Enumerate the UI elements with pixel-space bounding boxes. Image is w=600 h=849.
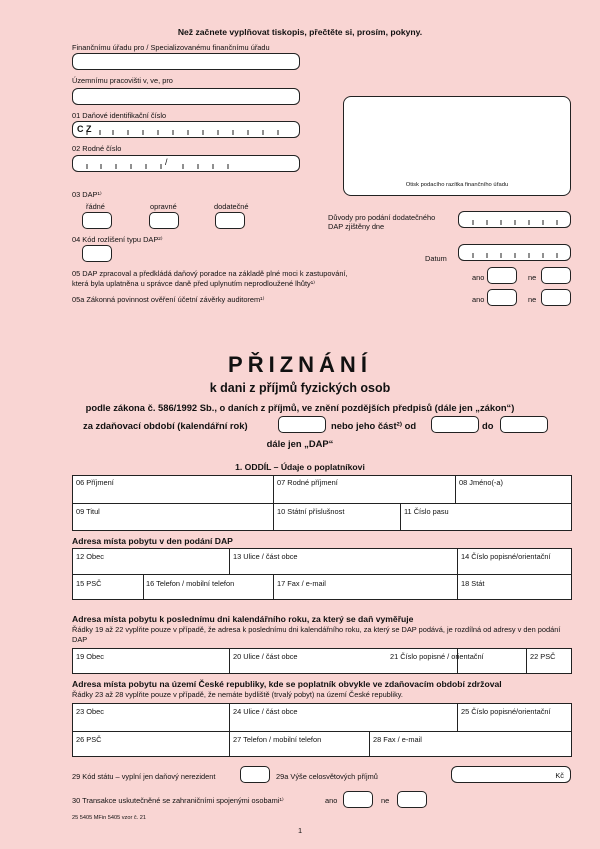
audit-ano-label: ano (472, 295, 485, 304)
addr3-grid (72, 703, 572, 757)
field-10[interactable]: 10 Státní příslušnost (277, 507, 345, 516)
addr1-grid (72, 548, 572, 600)
section1-grid (72, 475, 572, 531)
advisor-line1: 05 DAP zpracoval a předkládá daňový poradce na základě plné moci k zastupování, (72, 269, 348, 278)
field-30-ano-label: ano (325, 796, 338, 805)
datum-label: Datum (425, 254, 447, 263)
field-18[interactable]: 18 Stát (461, 579, 485, 588)
dap-radne-label: řádné (86, 202, 105, 211)
audit-ne-box[interactable] (541, 289, 571, 306)
dap-dodatecne-box[interactable] (215, 212, 245, 229)
reasons-label-2: DAP zjištěny dne (328, 222, 385, 231)
form-subtitle: k dani z příjmů fyzických osob (209, 381, 391, 395)
addr2-heading: Adresa místa pobytu k poslednímu dni kalendářního roku, za který se daň vyměřuje (72, 614, 414, 624)
field-22[interactable]: 22 PSČ (530, 652, 556, 661)
audit-label: 05a Zákonná povinnost ověření účetní závěrky auditorem¹⁾ (72, 295, 265, 304)
office-label: Finančnímu úřadu pro / Specializovanému finančnímu úřadu (72, 43, 270, 52)
period-year-box[interactable] (278, 416, 326, 433)
advisor-ne-label: ne (528, 273, 537, 282)
territorial-label: Územnímu pracovišti v, ve, pro (72, 76, 173, 85)
advisor-ano-label: ano (472, 273, 485, 282)
kc-label: Kč (555, 771, 564, 780)
period-text-b: nebo jeho část²⁾ od (331, 420, 417, 431)
dic-input[interactable] (72, 121, 300, 138)
period-from-box[interactable] (431, 416, 479, 433)
reasons-label-1: Důvody pro podání dodatečného (328, 213, 436, 222)
dap-opravne-box[interactable] (149, 212, 179, 229)
rc-slash: / (165, 157, 168, 167)
field-09[interactable]: 09 Titul (76, 507, 100, 516)
field-29a-input[interactable] (451, 766, 571, 783)
field-30-ano-box[interactable] (343, 791, 373, 808)
field-21[interactable]: 21 Číslo popisné / orientační (390, 652, 484, 661)
field-20[interactable]: 20 Ulice / část obce (233, 652, 298, 661)
stamp-label: Otisk podacího razítka finančního úřadu (405, 182, 509, 188)
field-29-label: 29 Kód státu – vyplní jen daňový nerezident (72, 772, 216, 781)
page-number: 1 (297, 826, 303, 835)
field-17[interactable]: 17 Fax / e-mail (277, 579, 326, 588)
field-07[interactable]: 07 Rodné příjmení (277, 478, 338, 487)
addr3-heading: Adresa místa pobytu na území České republiky, kde se poplatník obvykle ve zdaňovacím období zdržoval (72, 679, 502, 689)
audit-ano-box[interactable] (487, 289, 517, 306)
rc-label: 02 Rodné číslo (72, 144, 122, 153)
dap-dodatecne-label: dodatečné (214, 202, 249, 211)
field-12[interactable]: 12 Obec (76, 552, 104, 561)
field-15[interactable]: 15 PSČ (76, 579, 102, 588)
period-text-d: dále jen „DAP“ (266, 438, 334, 449)
field-14[interactable]: 14 Číslo popisné/orientační (461, 552, 551, 561)
dic-prefix: C Z (77, 124, 92, 134)
dap-opravne-label: opravné (150, 202, 177, 211)
field-30-ne-label: ne (381, 796, 390, 805)
field-30-ne-box[interactable] (397, 791, 427, 808)
field-23[interactable]: 23 Obec (76, 707, 104, 716)
field-29a-label: 29a Výše celosvětových příjmů (276, 772, 378, 781)
dic-tick-marks (73, 129, 301, 135)
office-input[interactable] (72, 53, 300, 70)
field-19[interactable]: 19 Obec (76, 652, 104, 661)
stamp-box (343, 96, 571, 196)
field-16[interactable]: 16 Telefon / mobilní telefon (146, 579, 235, 588)
period-text-a: za zdaňovací období (kalendářní rok) (83, 420, 248, 431)
law-text: podle zákona č. 586/1992 Sb., o daních z příjmů, ve znění pozdějších předpisů (dále jen „zákon“) (85, 402, 515, 413)
datum-ticks (459, 252, 572, 258)
addr1-heading: Adresa místa pobytu v den podání DAP (72, 536, 233, 546)
field-24[interactable]: 24 Ulice / část obce (233, 707, 298, 716)
advisor-ne-box[interactable] (541, 267, 571, 284)
rc-input[interactable] (72, 155, 300, 172)
rc-tick-marks (73, 163, 301, 169)
datum-input[interactable] (458, 244, 571, 261)
instruction-text: Než začnete vyplňovat tiskopis, přečtěte si, prosím, pokyny. (177, 27, 423, 37)
reasons-date-input[interactable] (458, 211, 571, 228)
field-25[interactable]: 25 Číslo popisné/orientační (461, 707, 551, 716)
field-28[interactable]: 28 Fax / e-mail (373, 735, 422, 744)
addr2-note: Řádky 19 až 22 vyplňte pouze v případě, že adresa k poslednímu dni kalendářního roku, za který se DAP podává, je rozdílná od adresy v den podání DAP (72, 625, 561, 644)
advisor-ano-box[interactable] (487, 267, 517, 284)
dap-radne-box[interactable] (82, 212, 112, 229)
field-06[interactable]: 06 Příjmení (76, 478, 114, 487)
code-box[interactable] (82, 245, 112, 262)
audit-ne-label: ne (528, 295, 537, 304)
dic-label: 01 Daňové identifikační číslo (72, 111, 167, 120)
field-13[interactable]: 13 Ulice / část obce (233, 552, 298, 561)
territorial-input[interactable] (72, 88, 300, 105)
addr3-note: Řádky 23 až 28 vyplňte pouze v případě, že nemáte bydliště (trvalý pobyt) na území České republiky. (72, 690, 403, 699)
section1-heading: 1. ODDÍL – Údaje o poplatníkovi (235, 462, 365, 472)
field-27[interactable]: 27 Telefon / mobilní telefon (233, 735, 322, 744)
field-26[interactable]: 26 PSČ (76, 735, 102, 744)
footer-code: 25 5405 MFin 5405 vzor č. 21 (72, 815, 147, 821)
code-label: 04 Kód rozlišení typu DAP²⁾ (72, 235, 163, 244)
period-text-c: do (482, 420, 494, 431)
advisor-line2: která byla uplatněna u správce daně před uplynutím neprodloužené lhůty¹⁾ (72, 279, 315, 288)
field-29-box[interactable] (240, 766, 270, 783)
field-30-label: 30 Transakce uskutečněné se zahraničními spojenými osobami¹⁾ (72, 796, 284, 805)
addr2-grid (72, 648, 572, 674)
dap-label: 03 DAP¹⁾ (72, 190, 102, 199)
period-to-box[interactable] (500, 416, 548, 433)
field-11[interactable]: 11 Číslo pasu (404, 507, 449, 516)
reasons-date-ticks (459, 219, 572, 225)
form-title: PŘIZNÁNÍ (228, 352, 372, 377)
field-08[interactable]: 08 Jméno(-a) (459, 478, 503, 487)
